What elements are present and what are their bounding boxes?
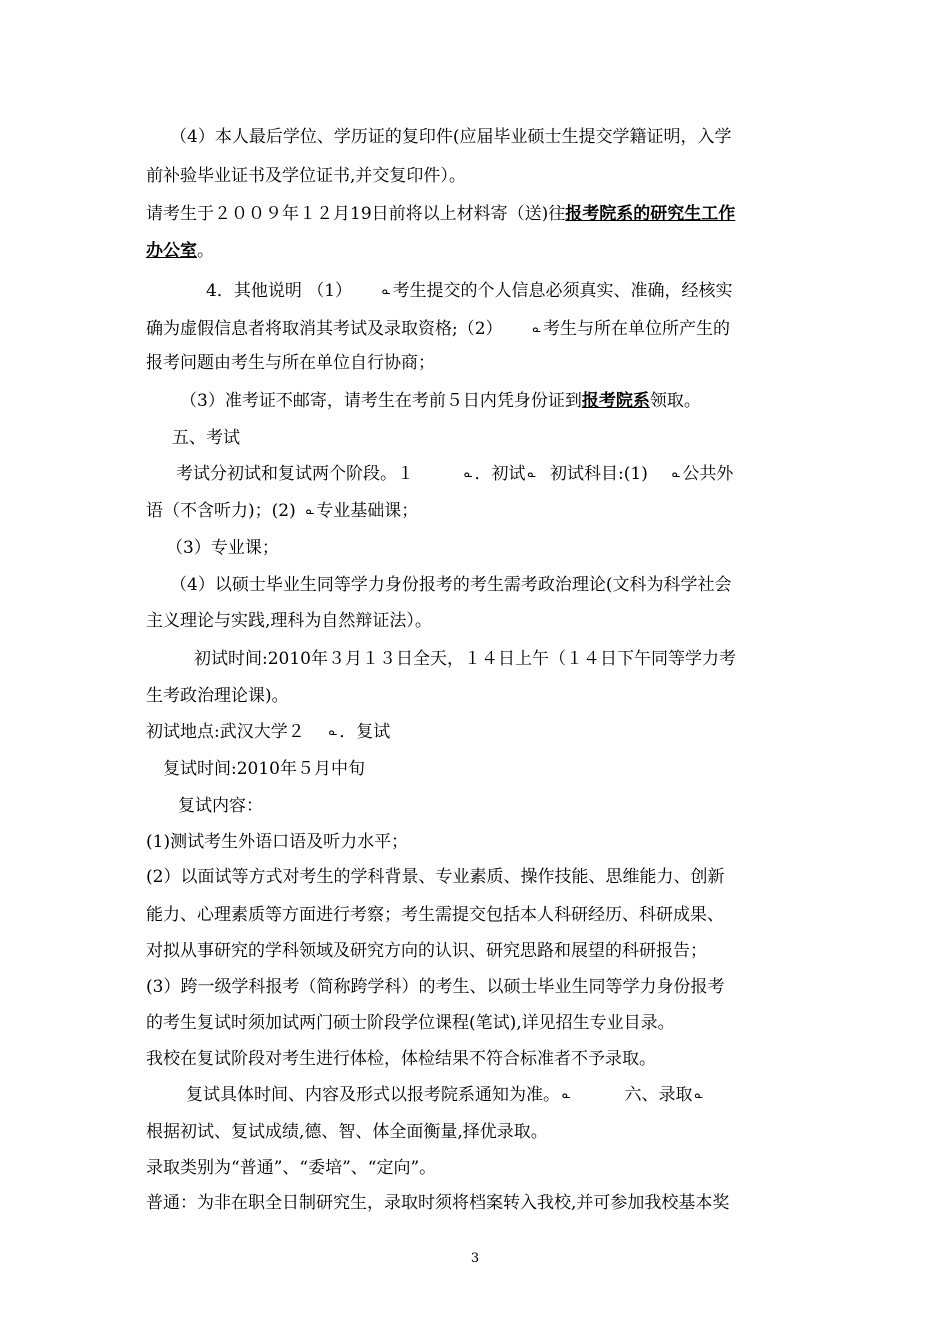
paragraph-line	[170, 126, 731, 148]
text: 五、考试	[172, 428, 240, 448]
text: (3）跨一级学科报考（简称跨学科）的考生、以硕士毕业生同等学力身份报考	[146, 977, 725, 997]
text: 我校在复试阶段对考生进行体检，体检结果不符合标准者不予录取。	[146, 1049, 656, 1069]
text: 考生提交的个人信息必须真实、准确，经核实	[392, 281, 733, 301]
text: 对拟从事研究的学科领域及研究方向的认识、研究思路和展望的科研报告；	[146, 941, 707, 961]
paragraph-line	[146, 1121, 548, 1143]
glyph-mark-icon: ᓇ	[382, 285, 391, 297]
text: 请考生于２００９年１２月19日前将以上材料寄（送)往	[146, 204, 566, 224]
glyph-mark-icon: ᓇ	[464, 468, 473, 480]
glyph-mark-icon: ᓇ	[671, 468, 681, 480]
paragraph-line	[146, 1157, 436, 1179]
text: 语（不含听力)；(2)	[146, 501, 296, 521]
paragraph-line	[146, 831, 408, 853]
paragraph-line	[146, 240, 214, 262]
underlined-text: 报考院系	[581, 391, 650, 411]
paragraph-line	[146, 685, 289, 707]
glyph-mark-icon: ᓇ	[527, 468, 537, 480]
text: 初试科目:(1)	[550, 464, 648, 484]
text: (2）以面试等方式对考生的学科背景、专业素质、操作技能、思维能力、创新	[146, 867, 725, 887]
page-number: 3	[470, 1251, 480, 1266]
glyph-mark-icon: ᓇ	[328, 726, 338, 738]
text: 领取。	[649, 391, 701, 411]
text: 生考政治理论课)。	[146, 686, 289, 706]
text: （4）本人最后学位、学历证的复印件(应届毕业硕士生提交学籍证明，入学	[170, 127, 732, 147]
paragraph-line	[146, 318, 730, 341]
text: 普通：为非在职全日制研究生，录取时须将档案转入我校,并可参加我校基本奖	[146, 1193, 730, 1213]
paragraph-line	[170, 574, 731, 596]
paragraph-line	[146, 866, 724, 888]
text: ．初试	[474, 464, 526, 484]
text: 考生与所在单位所产生的	[543, 319, 731, 339]
paragraph-line	[146, 165, 466, 187]
text: 的考生复试时须加试两门硕士阶段学位课程(笔试),详见招生专业目录。	[146, 1013, 675, 1033]
text: 主义理论与实践,理科为自然辩证法）。	[146, 611, 432, 631]
text: ．复试	[339, 722, 391, 742]
text: （3）准考证不邮寄，请考生在考前５日内凭身份证到	[180, 391, 582, 411]
text: (1)测试考生外语口语及听力水平；	[146, 832, 409, 852]
paragraph-line	[146, 500, 418, 523]
paragraph-line	[146, 721, 390, 744]
paragraph-line	[163, 758, 365, 780]
paragraph-line	[180, 390, 701, 412]
text: 复试内容：	[178, 796, 263, 816]
paragraph-line	[178, 795, 263, 817]
text: 复试具体时间、内容及形式以报考院系通知为准。	[186, 1085, 560, 1105]
text: （4）以硕士毕业生同等学力身份报考的考生需考政治理论(文科为科学社会	[170, 575, 732, 595]
paragraph-line	[146, 976, 724, 998]
paragraph-line	[146, 1012, 675, 1034]
section-heading	[172, 427, 240, 449]
text: 录取类别为“普通”、“委培”、“定向”。	[146, 1158, 437, 1178]
text: 初试时间:2010年３月１３日全天，１４日上午（１４日下午同等学力考	[194, 649, 736, 669]
paragraph-line	[146, 352, 435, 374]
paragraph-line	[146, 1192, 729, 1214]
underlined-text: 办公室	[146, 241, 197, 261]
glyph-mark-icon: ᓇ	[532, 323, 542, 335]
paragraph-line	[186, 1084, 705, 1107]
paragraph-line	[194, 648, 736, 670]
text: 能力、心理素质等方面进行考察；考生需提交包括本人科研经历、科研成果、	[146, 905, 724, 925]
text: 六、录取	[624, 1085, 693, 1105]
text: 根据初试、复试成绩,德、智、体全面衡量,择优录取。	[146, 1122, 548, 1142]
paragraph-line	[146, 1048, 656, 1070]
underlined-text: 报考院系的研究生工作	[565, 204, 736, 224]
paragraph-line	[166, 537, 279, 559]
text: 。	[197, 241, 214, 261]
paragraph-line	[146, 610, 432, 632]
text: 前补验毕业证书及学位证书,并交复印件）。	[146, 166, 466, 186]
glyph-mark-icon: ᓇ	[694, 1089, 704, 1101]
paragraph-line	[146, 203, 735, 225]
glyph-mark-icon: ᓇ	[562, 1089, 571, 1101]
text: （3）专业课；	[166, 538, 279, 558]
text: 初试地点:武汉大学２	[146, 722, 305, 742]
text: 4．其他说明 （1）	[206, 281, 353, 301]
text: 公共外	[682, 464, 734, 484]
paragraph-line	[146, 940, 707, 962]
text: 专业基础课；	[316, 501, 419, 521]
paragraph-line	[206, 280, 733, 303]
paragraph-line	[146, 904, 724, 926]
paragraph-line	[176, 463, 733, 486]
text: 报考问题由考生与所在单位自行协商；	[146, 353, 435, 373]
glyph-mark-icon: ᓇ	[305, 505, 315, 517]
text: 考试分初试和复试两个阶段。１	[176, 464, 414, 484]
text: 复试时间:2010年５月中旬	[163, 759, 365, 779]
text: 确为虚假信息者将取消其考试及录取资格;（2）	[146, 319, 503, 339]
